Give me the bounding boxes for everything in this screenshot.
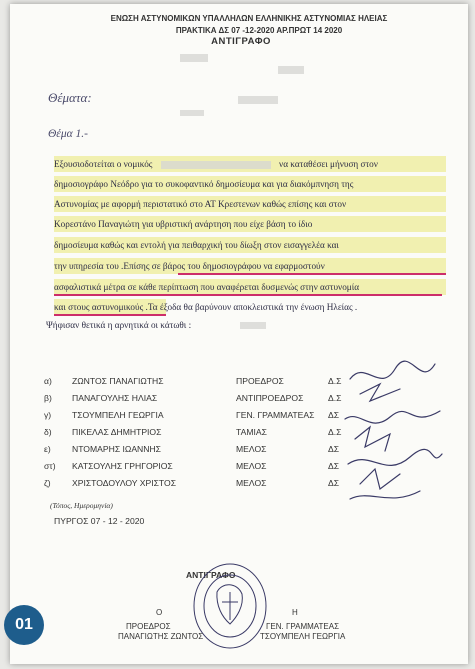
- member-role: ΜΕΛΟΣ: [236, 461, 267, 471]
- header-copy: ΑΝΤΙΓΡΑΦΟ: [211, 36, 271, 47]
- member-num: στ): [44, 461, 56, 471]
- member-role: ΜΕΛΟΣ: [236, 444, 267, 454]
- signature-left-role: ΠΡΟΕΔΡΟΣ: [126, 622, 171, 631]
- member-num: β): [44, 393, 52, 403]
- stamp-copy-label: ΑΝΤΙΓΡΑΦΟ: [186, 570, 236, 580]
- member-body: ΔΣ: [328, 444, 340, 454]
- redaction-block: [278, 66, 304, 74]
- body-line: δημοσιογράφο Νεόδρο για το συκοφαντικό δημοσίευμα και για διακόμπνηση της: [54, 179, 354, 189]
- member-num: ε): [44, 444, 51, 454]
- member-num: δ): [44, 427, 52, 437]
- member-name: ΖΩΝΤΟΣ ΠΑΝΑΓΙΩΤΗΣ: [72, 376, 164, 386]
- redaction-block: [240, 322, 266, 329]
- body-line: Αστυνομίας με αφορμή περιστατικό στο ΑΤ Κρεστενων καθώς επίσης και στον: [54, 199, 347, 209]
- member-role: ΠΡΟΕΔΡΟΣ: [236, 376, 284, 386]
- red-underline: [54, 314, 166, 316]
- member-role: ΜΕΛΟΣ: [236, 478, 267, 488]
- signature-right-article: Η: [292, 608, 298, 617]
- body-line: και στους αστυνομικούς .Τα έξοδα θα βαρύνουν αποκλειστικά την ένωση Ηλείας .: [54, 302, 358, 312]
- signature-right-name: ΤΣΟΥΜΠΕΛΗ ΓΕΩΡΓΙΑ: [260, 632, 346, 641]
- header-minutes: ΠΡΑΚΤΙΚΑ ΔΣ 07 -12-2020 ΑΡ.ΠΡΩΤ 14 2020: [175, 26, 343, 35]
- member-body: ΔΣ: [328, 478, 340, 488]
- signature-left-article: Ο: [156, 608, 163, 617]
- topic-item: Θέμα 1.-: [48, 128, 88, 140]
- body-line: δημοσίευμα καθώς και εντολή για πειθαρχική του δίωξη στον εισαγγελέα και: [54, 240, 339, 250]
- association-seal-stamp: [192, 562, 268, 650]
- member-body: Δ.Σ: [328, 427, 342, 437]
- page-number-badge: 01: [4, 605, 44, 645]
- topics-heading: Θέματα:: [48, 90, 92, 105]
- member-name: ΠΑΝΑΓΟΥΛΗΣ ΗΛΙΑΣ: [72, 393, 158, 403]
- member-role: ΓΕΝ. ΓΡΑΜΜΑΤΕΑΣ: [236, 410, 315, 420]
- redaction-block: [238, 96, 278, 104]
- document-page: [10, 4, 468, 664]
- body-line: ασφαλιστικά μέτρα σε κάθε περίπτωση που αναφέρεται δυσμενώς στην αστυνομία: [54, 282, 360, 292]
- member-body: Δ.Σ: [328, 393, 342, 403]
- body-line: Κορεστάνο Παναγιώτη για υβριστική ανάρτηση που είχε βάση το ίδιο: [54, 219, 313, 229]
- body-line: Εξουσιοδοτείται ο νομικός να καταθέσει μήνυση στον: [54, 159, 378, 169]
- member-name: ΝΤΟΜΑΡΗΣ ΙΩΑΝΝΗΣ: [72, 444, 161, 454]
- redaction-block: [180, 110, 204, 116]
- member-role: ΤΑΜΙΑΣ: [236, 427, 267, 437]
- red-underline: [54, 294, 442, 296]
- signature-left-name: ΠΑΝΑΓΙΩΤΗΣ ΖΩΝΤΟΣ: [118, 632, 204, 641]
- header-association: ΕΝΩΣΗ ΑΣΤΥΝΟΜΙΚΩΝ ΥΠΑΛΛΗΛΩΝ ΕΛΛΗΝΙΚΗΣ ΑΣΤΥΝΟΜΙΑΣ ΗΛΕΙΑΣ: [110, 14, 388, 23]
- redaction-block: [180, 54, 208, 62]
- member-name: ΠΙΚΕΛΑΣ ΔΗΜΗΤΡΙΟΣ: [72, 427, 162, 437]
- place-date-label: (Τόπος, Ημερομηνία): [50, 501, 113, 510]
- signature-right-role: ΓΕΝ. ΓΡΑΜΜΑΤΕΑΣ: [266, 622, 340, 631]
- member-name: ΚΑΤΣΟΥΛΗΣ ΓΡΗΓΟΡΙΟΣ: [72, 461, 173, 471]
- red-underline: [178, 273, 446, 275]
- body-line: Ψήφισαν θετικά η αρνητικά οι κάτωθι :: [46, 320, 192, 330]
- member-name: ΧΡΙΣΤΟΔΟΥΛΟΥ ΧΡΙΣΤΟΣ: [72, 478, 177, 488]
- member-num: α): [44, 376, 52, 386]
- handwritten-signatures: [340, 339, 450, 509]
- body-line: την υπηρεσία του .Επίσης σε βάρος του δημοσιογράφου να εφαρμοστούν: [54, 261, 325, 271]
- member-role: ΑΝΤΙΠΡΟΕΔΡΟΣ: [236, 393, 304, 403]
- member-name: ΤΣΟΥΜΠΕΛΗ ΓΕΩΡΓΙΑ: [72, 410, 164, 420]
- member-body: ΔΣ: [328, 410, 340, 420]
- member-body: Δ.Σ: [328, 376, 342, 386]
- redaction-block: [161, 161, 271, 169]
- member-num: γ): [44, 410, 52, 420]
- place-date: ΠΥΡΓΟΣ 07 - 12 - 2020: [54, 516, 145, 526]
- member-body: ΔΣ: [328, 461, 340, 471]
- member-num: ζ): [44, 478, 51, 488]
